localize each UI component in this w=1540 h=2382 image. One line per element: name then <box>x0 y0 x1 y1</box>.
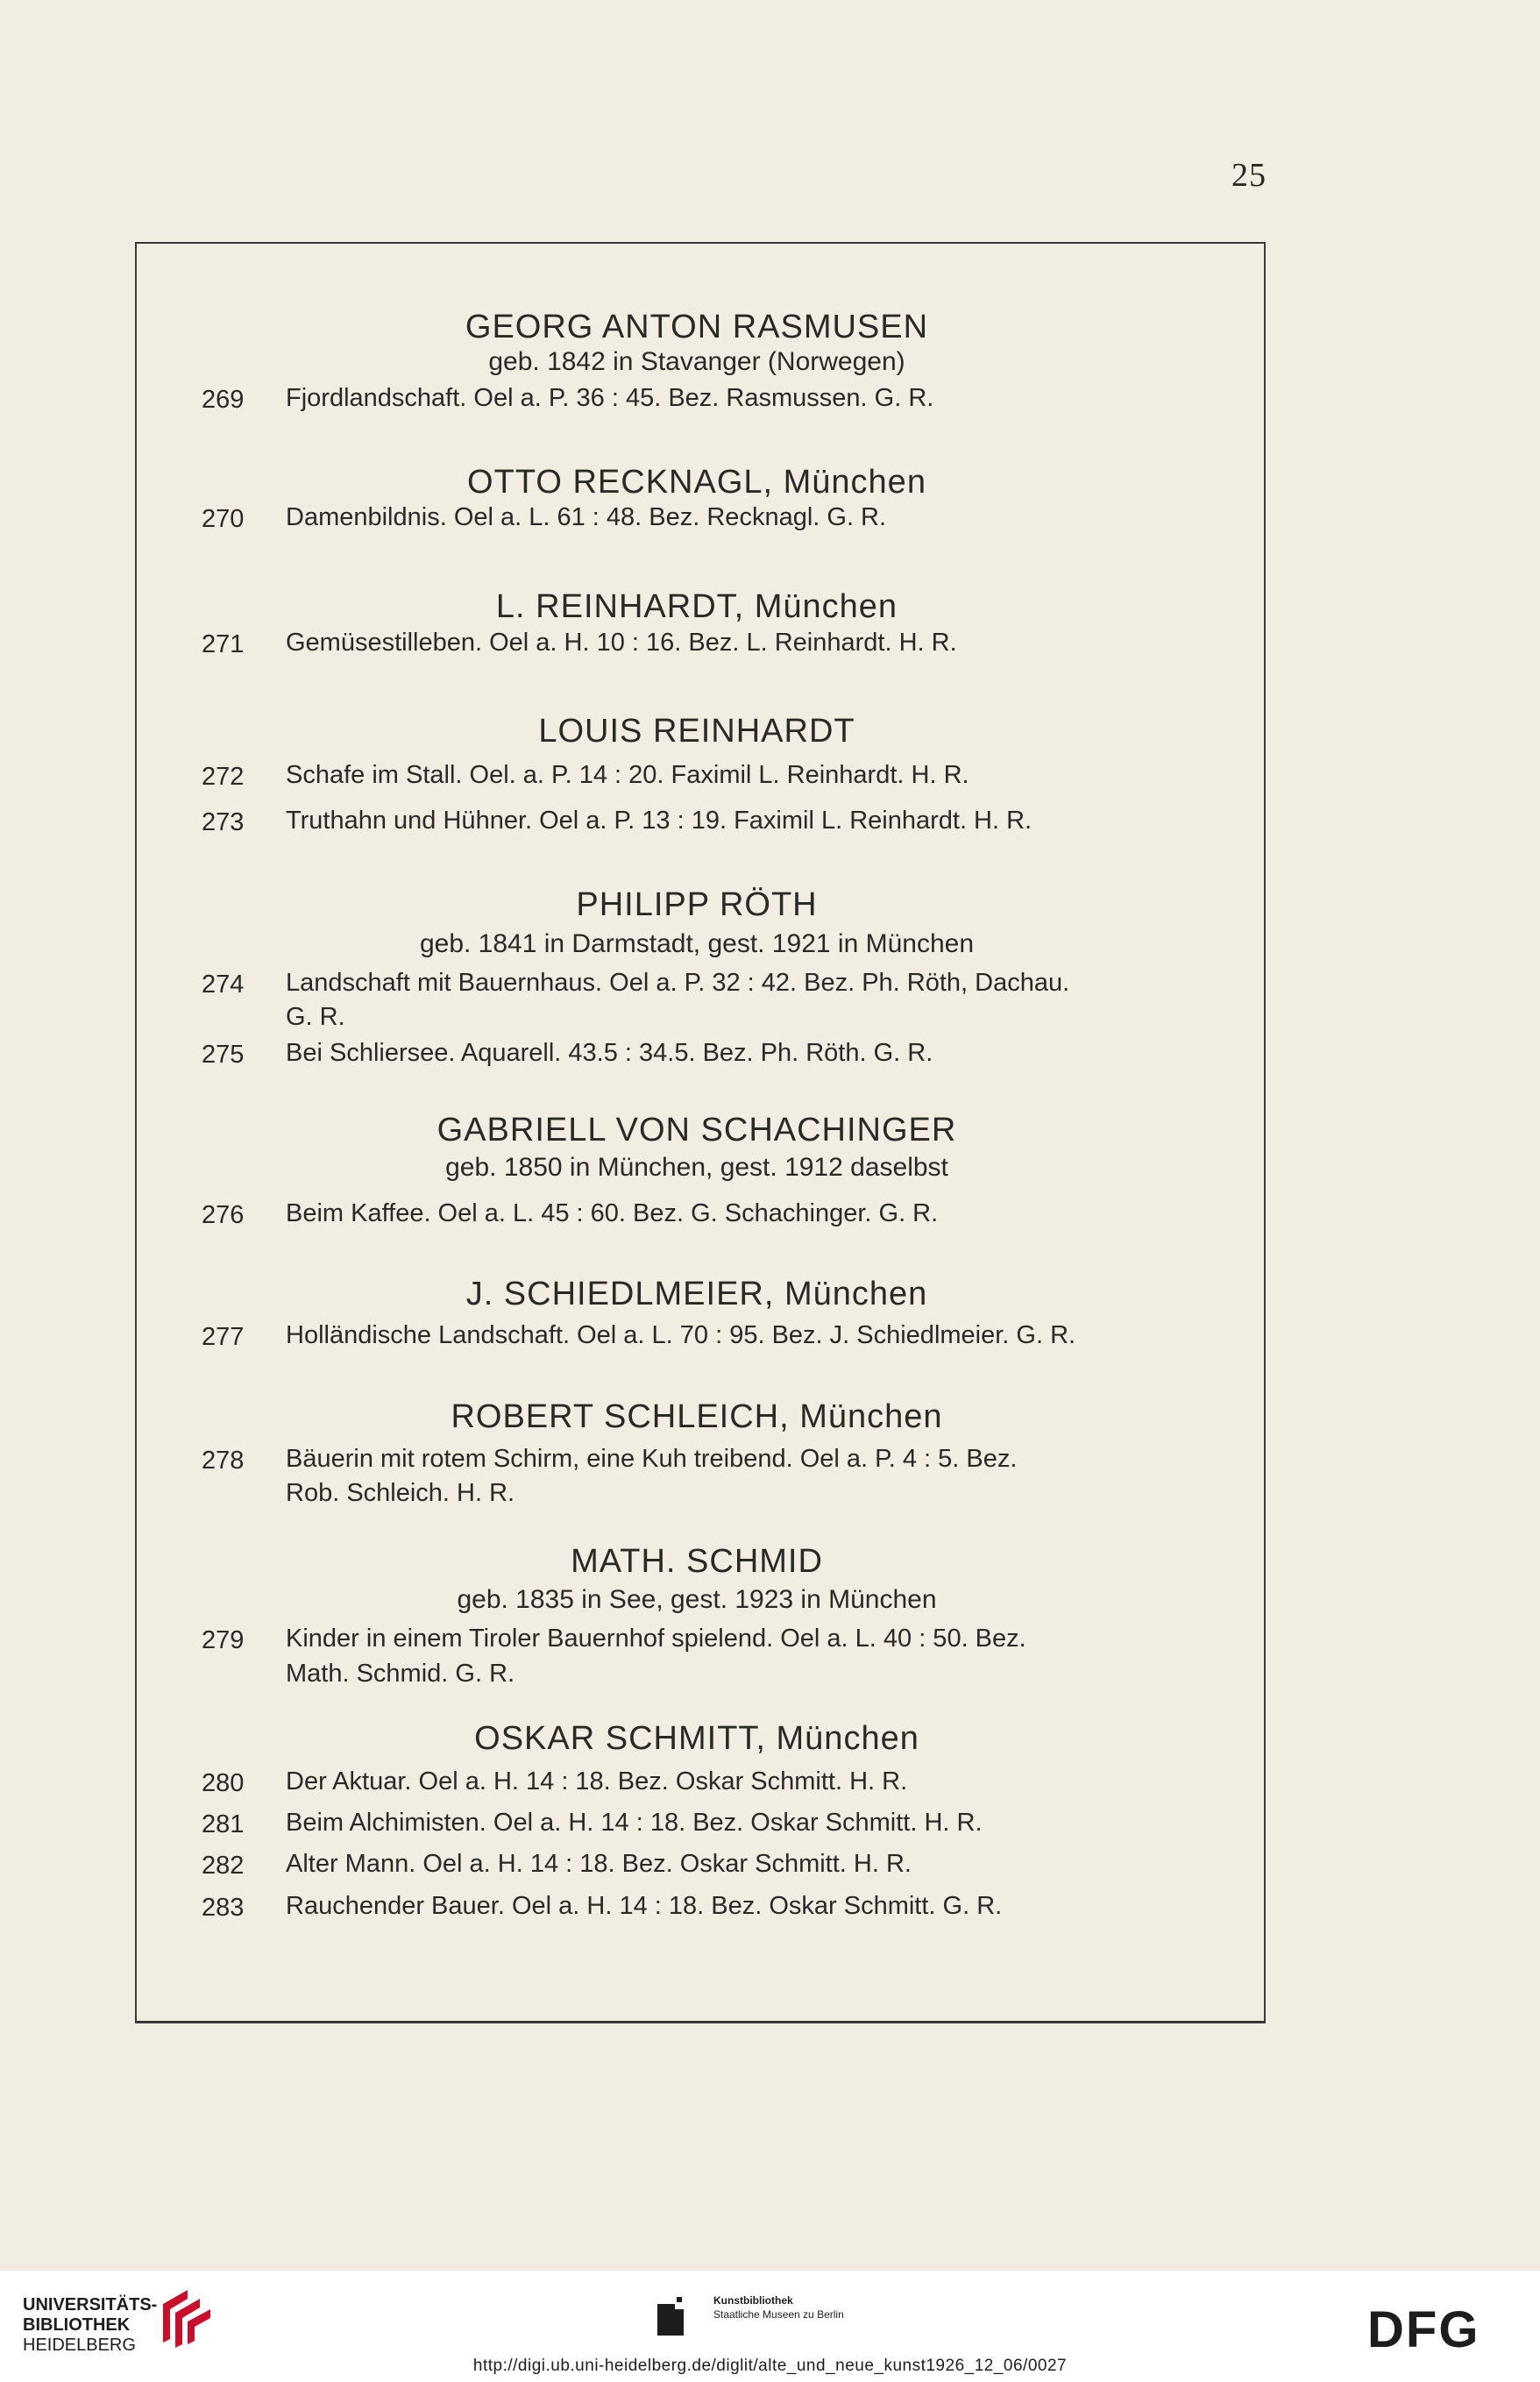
artist-name: J. SCHIEDLMEIER, München <box>465 1276 928 1312</box>
catalog-number: 279 <box>202 1626 245 1654</box>
kunstbibliothek-label <box>713 2293 844 2322</box>
catalog-number: 269 <box>202 386 245 414</box>
artist-name: OTTO RECKNAGL, München <box>467 464 926 501</box>
catalog-entry-text: Rauchender Bauer. Oel a. H. 14 : 18. Bez. Oskar Schmitt. G. R. <box>286 1892 1003 1920</box>
artist-name: PHILIPP RÖTH <box>576 886 818 923</box>
source-url[interactable]: http://digi.ub.uni-heidelberg.de/diglit/alte_und_neue_kunst1926_12_06/0027 <box>472 2357 1068 2375</box>
catalog-number: 277 <box>202 1323 245 1351</box>
artist-bio: geb. 1835 in See, gest. 1923 in München <box>457 1585 937 1614</box>
catalog-entry-text: Fjordlandschaft. Oel a. P. 36 : 45. Bez. Rasmussen. G. R. <box>286 384 934 412</box>
catalog-number: 282 <box>202 1852 245 1880</box>
catalog-number: 276 <box>202 1201 245 1229</box>
catalog-entry-text: Kinder in einem Tiroler Bauernhof spielend. Oel a. L. 40 : 50. Bez. <box>286 1625 1026 1653</box>
ub-heidelberg-logo[interactable] <box>23 2295 157 2356</box>
page-number: 25 <box>1231 157 1267 194</box>
catalog-entry-text: Beim Alchimisten. Oel a. H. 14 : 18. Bez. Oskar Schmitt. H. R. <box>286 1809 983 1837</box>
artist-bio: geb. 1842 in Stavanger (Norwegen) <box>488 347 905 376</box>
catalog-number: 280 <box>202 1769 245 1797</box>
artist-name: OSKAR SCHMITT, München <box>474 1720 919 1757</box>
catalog-entry-text: Holländische Landschaft. Oel a. L. 70 : 95. Bez. J. Schiedlmeier. G. R. <box>286 1321 1076 1349</box>
catalog-number: 274 <box>202 971 245 999</box>
kb-line1: Kunstbibliothek <box>713 2294 793 2307</box>
catalog-number: 275 <box>202 1041 245 1069</box>
catalog-number: 273 <box>202 808 245 836</box>
digitization-footer <box>0 2271 1540 2382</box>
catalog-entry-text: Truthahn und Hühner. Oel a. P. 13 : 19. Faximil L. Reinhardt. H. R. <box>286 807 1033 835</box>
catalog-number: 278 <box>202 1447 245 1475</box>
catalog-entry-text: Schafe im Stall. Oel. a. P. 14 : 20. Faximil L. Reinhardt. H. R. <box>286 761 969 789</box>
ub-mark-icon <box>158 2286 214 2348</box>
catalog-number: 270 <box>202 505 245 533</box>
kb-line2: Staatliche Museen zu Berlin <box>713 2308 844 2321</box>
catalog-entry-text: Bäuerin mit rotem Schirm, eine Kuh treibend. Oel a. P. 4 : 5. Bez. <box>286 1445 1018 1473</box>
artist-name: ROBERT SCHLEICH, München <box>451 1398 943 1435</box>
catalog-entry-text: Der Aktuar. Oel a. H. 14 : 18. Bez. Oskar Schmitt. H. R. <box>286 1767 908 1795</box>
artist-name: GEORG ANTON RASMUSEN <box>465 309 929 345</box>
catalog-number: 272 <box>202 763 245 791</box>
artist-name: MATH. SCHMID <box>571 1543 823 1580</box>
catalog-number: 283 <box>202 1894 245 1922</box>
catalog-number: 271 <box>202 630 245 658</box>
artist-name: GABRIELL VON SCHACHINGER <box>436 1112 957 1148</box>
artist-name: LOUIS REINHARDT <box>538 713 855 750</box>
catalog-entry-text: Landschaft mit Bauernhaus. Oel a. P. 32 : 42. Bez. Ph. Röth, Dachau. <box>286 969 1070 997</box>
catalog-entry-text: G. R. <box>286 1003 345 1031</box>
catalog-entry-text: Alter Mann. Oel a. H. 14 : 18. Bez. Oskar Schmitt. H. R. <box>286 1850 912 1878</box>
catalog-number: 281 <box>202 1810 245 1838</box>
catalog-entry-text: Damenbildnis. Oel a. L. 61 : 48. Bez. Recknagl. G. R. <box>286 503 887 531</box>
catalog-entry-text: Gemüsestilleben. Oel a. H. 10 : 16. Bez. L. Reinhardt. H. R. <box>286 629 957 657</box>
catalog-entry-text: Rob. Schleich. H. R. <box>286 1479 515 1507</box>
ub-logo-line2: BIBLIOTHEK <box>23 2315 131 2335</box>
artist-bio: geb. 1850 in München, gest. 1912 daselbst <box>445 1153 948 1182</box>
dfg-logo[interactable]: DFG <box>1367 2301 1480 2358</box>
kunstbibliothek-mark-icon <box>654 2292 703 2341</box>
artist-name: L. REINHARDT, München <box>495 588 898 625</box>
catalog-entry-text: Beim Kaffee. Oel a. L. 45 : 60. Bez. G. Schachinger. G. R. <box>286 1199 939 1227</box>
catalog-entry-text: Bei Schliersee. Aquarell. 43.5 : 34.5. Bez. Ph. Röth. G. R. <box>286 1039 933 1067</box>
ub-logo-line3: HEIDELBERG <box>23 2336 136 2355</box>
catalog-entry-text: Math. Schmid. G. R. <box>286 1660 515 1688</box>
artist-bio: geb. 1841 in Darmstadt, gest. 1921 in München <box>419 929 975 958</box>
ub-logo-line1: UNIVERSITÄTS- <box>23 2295 158 2314</box>
